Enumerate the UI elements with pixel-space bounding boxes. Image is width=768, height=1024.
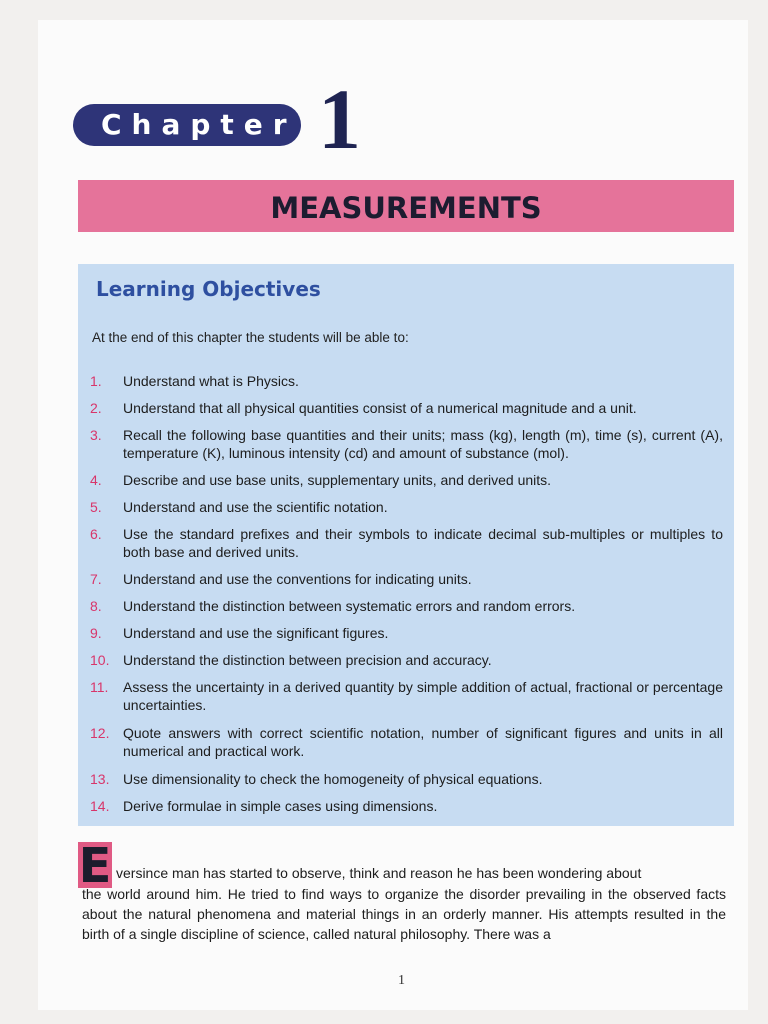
item-number: 9.: [90, 625, 102, 641]
item-text: Quote answers with correct scientific notation, number of significant figures and units in all numerical and practical work.: [123, 725, 723, 759]
item-text: Use dimensionality to check the homogeneity of physical equations.: [123, 771, 543, 787]
item-number: 12.: [90, 725, 110, 741]
body-first-line: versince man has started to observe, think and reason he has been wondering about: [116, 865, 642, 881]
chapter-label: Chapter: [73, 104, 301, 146]
chapter-title: MEASUREMENTS: [78, 180, 734, 232]
objectives-heading: Learning Objectives: [96, 277, 321, 301]
item-number: 6.: [90, 526, 102, 542]
item-number: 11.: [90, 679, 109, 695]
item-number: 13.: [90, 771, 110, 787]
item-text: Understand and use the scientific notation.: [123, 499, 388, 515]
item-text: Assess the uncertainty in a derived quantity by simple addition of actual, fractional or percentage uncertainties.: [123, 679, 723, 713]
item-number: 1.: [90, 373, 102, 389]
item-number: 10.: [90, 652, 110, 668]
item-text: Understand and use the significant figures.: [123, 625, 389, 641]
item-text: Understand that all physical quantities consist of a numerical magnitude and a unit.: [123, 400, 637, 416]
body-paragraph: the world around him. He tried to find ways to organize the disorder prevailing in the observed facts about the natural phenomena and material things in an orderly manner. His attempts resulted in the birth of a single discipline of science, called natural philosophy. There was a: [82, 886, 726, 942]
page-number: 1: [398, 973, 405, 988]
item-number: 7.: [90, 571, 102, 587]
item-text: Use the standard prefixes and their symbols to indicate decimal sub-multiples or multiples to both base and derived units.: [123, 526, 723, 560]
item-text: Understand the distinction between precision and accuracy.: [123, 652, 492, 668]
item-text: Understand what is Physics.: [123, 373, 299, 389]
item-text: Describe and use base units, supplementary units, and derived units.: [123, 472, 552, 488]
item-number: 8.: [90, 598, 102, 614]
item-number: 3.: [90, 427, 102, 443]
item-number: 2.: [90, 400, 102, 416]
item-text: Derive formulae in simple cases using dimensions.: [123, 798, 438, 814]
item-text: Recall the following base quantities and their units; mass (kg), length (m), time (s), current (A), temperature (K), luminous intensity (cd) and amount of substance (mol).: [123, 427, 723, 461]
chapter-number: 1: [318, 71, 361, 167]
item-number: 5.: [90, 499, 102, 515]
item-number: 14.: [90, 798, 110, 814]
item-text: Understand and use the conventions for indicating units.: [123, 571, 472, 587]
drop-cap: E: [78, 838, 112, 894]
item-text: Understand the distinction between systematic errors and random errors.: [123, 598, 576, 614]
item-number: 4.: [90, 472, 102, 488]
objectives-intro: At the end of this chapter the students will be able to:: [92, 330, 409, 345]
